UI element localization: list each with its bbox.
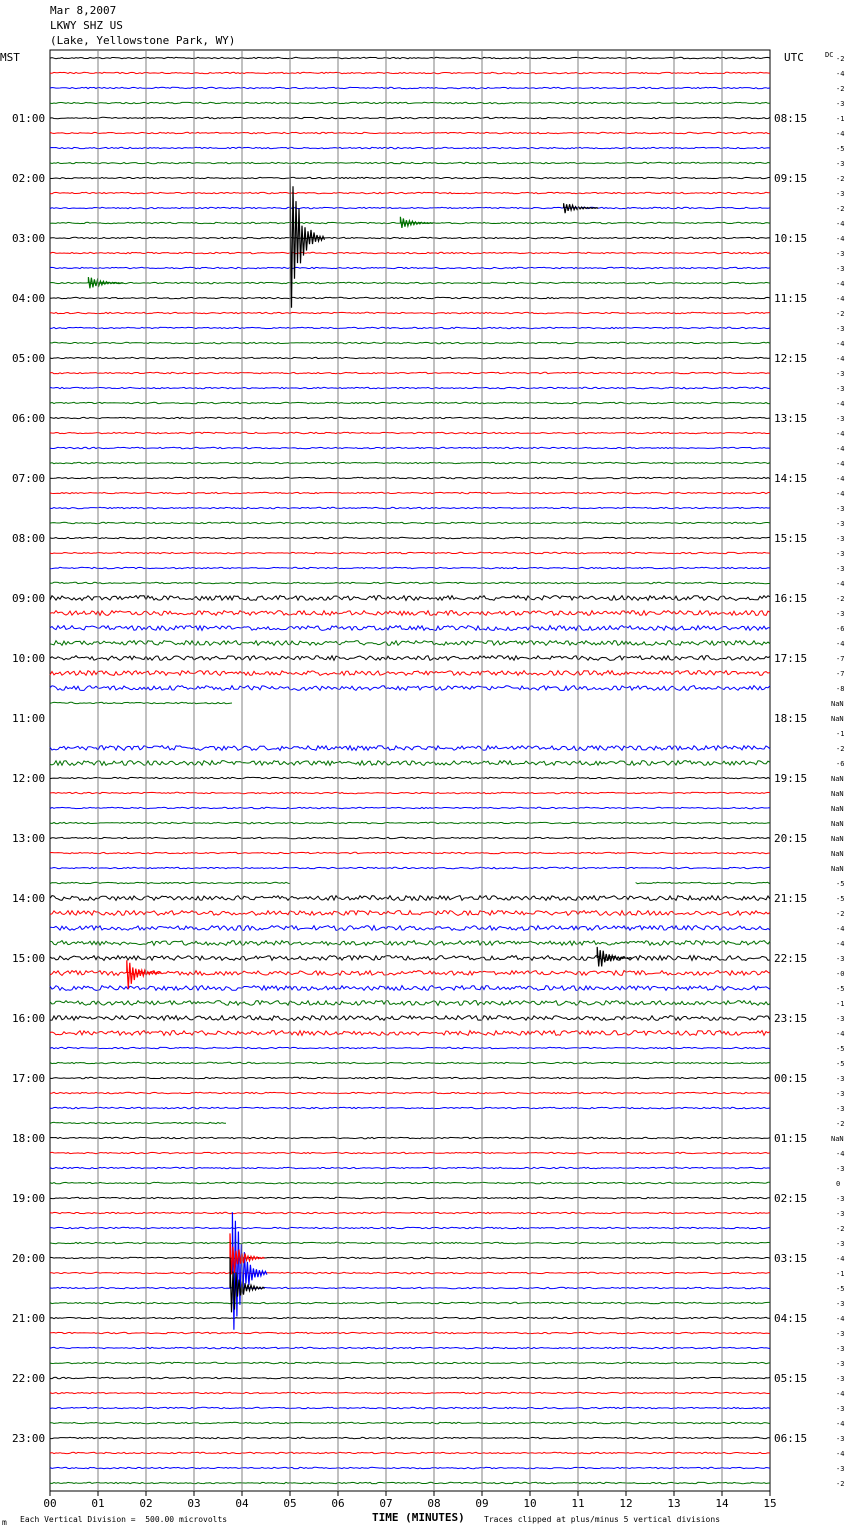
dc-offset-label: -3: [836, 1435, 845, 1443]
trace-row-30: [50, 507, 770, 508]
mst-hour-label: 21:00: [12, 1312, 46, 1325]
dc-offset-label: -3: [836, 160, 845, 168]
trace-row-95: [50, 1482, 770, 1483]
dc-offset-label: -3: [836, 190, 845, 198]
trace-row-18: [50, 327, 770, 328]
trace-row-83: [50, 1302, 770, 1303]
mst-hour-label: 10:00: [12, 652, 46, 665]
mst-hour-label: 19:00: [12, 1192, 46, 1205]
trace-row-54: [50, 867, 770, 868]
trace-row-87: [50, 1362, 770, 1363]
x-tick-label: 10: [523, 1497, 537, 1510]
mst-hour-label: 17:00: [12, 1072, 46, 1085]
dc-offset-label: -4: [836, 475, 845, 483]
trace-row-71: [50, 1122, 226, 1123]
x-axis-label: TIME (MINUTES): [372, 1511, 465, 1524]
trace-row-34: [50, 567, 770, 568]
event-mark: [88, 277, 123, 288]
trace-row-37: [50, 611, 770, 616]
trace-row-56: [50, 896, 770, 901]
trace-row-80: [50, 1257, 770, 1258]
dc-offset-label: -3: [836, 265, 845, 273]
trace-row-81: [50, 1272, 770, 1273]
trace-row-16: [50, 297, 770, 298]
trace-row-28: [50, 477, 770, 478]
event-mark: [400, 217, 435, 228]
dc-offset-label: -3: [836, 955, 845, 963]
dc-offset-label: -3: [836, 1090, 845, 1098]
dc-offset-label: -4: [836, 400, 845, 408]
x-tick-label: 12: [619, 1497, 633, 1510]
dc-label: DC: [825, 51, 834, 59]
utc-hour-label: 20:15: [774, 832, 808, 845]
trace-row-49: [50, 792, 770, 793]
trace-row-58: [50, 926, 770, 931]
x-tick-label: 15: [763, 1497, 777, 1510]
trace-row-62: [50, 986, 770, 991]
trace-row-57: [50, 911, 770, 916]
mst-hour-label: 03:00: [12, 232, 46, 245]
dc-offset-label: NaN: [831, 715, 844, 723]
dc-offset-label: NaN: [831, 790, 844, 798]
trace-row-19: [50, 342, 770, 343]
dc-offset-label: -4: [836, 640, 845, 648]
dc-offset-label: -3: [836, 550, 845, 558]
x-tick-label: 09: [475, 1497, 489, 1510]
mst-hour-label: 07:00: [12, 472, 46, 485]
trace-row-5: [50, 132, 770, 133]
trace-row-47: [50, 761, 770, 766]
utc-hour-label: 16:15: [774, 592, 808, 605]
utc-hour-label: 09:15: [774, 172, 808, 185]
trace-row-66: [50, 1047, 770, 1048]
trace-row-2: [50, 87, 770, 88]
x-tick-label: 01: [91, 1497, 105, 1510]
utc-hour-label: 01:15: [774, 1132, 808, 1145]
mst-hour-label: 13:00: [12, 832, 46, 845]
dc-offset-label: -2: [836, 910, 845, 918]
trace-row-9: [50, 192, 770, 193]
x-tick-label: 11: [571, 1497, 585, 1510]
x-tick-label: 04: [235, 1497, 249, 1510]
dc-offset-label: -7: [836, 670, 845, 678]
trace-row-88: [50, 1377, 770, 1378]
x-tick-label: 07: [379, 1497, 393, 1510]
trace-row-91: [50, 1422, 770, 1423]
dc-offset-label: NaN: [831, 820, 844, 828]
trace-row-86: [50, 1347, 770, 1348]
dc-offset-label: -3: [836, 250, 845, 258]
dc-offset-label: NaN: [831, 865, 844, 873]
dc-offset-label: -0: [836, 970, 845, 978]
dc-offset-label: -5: [836, 880, 845, 888]
dc-offset-label: -3: [836, 520, 845, 528]
mst-hour-label: 09:00: [12, 592, 46, 605]
x-tick-label: 13: [667, 1497, 681, 1510]
utc-hour-label: 19:15: [774, 772, 808, 785]
dc-offset-label: -4: [836, 490, 845, 498]
x-tick-label: 05: [283, 1497, 297, 1510]
dc-offset-label: -6: [836, 760, 845, 768]
mst-hour-label: 20:00: [12, 1252, 46, 1265]
dc-offset-label: -4: [836, 460, 845, 468]
trace-row-41: [50, 671, 770, 676]
event-mark: [564, 203, 599, 213]
dc-offset-label: -3: [836, 1240, 845, 1248]
mst-hour-label: 23:00: [12, 1432, 46, 1445]
trace-row-0: [50, 57, 770, 58]
dc-offset-label: -4: [836, 355, 845, 363]
trace-row-77: [50, 1212, 770, 1213]
dc-offset-label: NaN: [831, 805, 844, 813]
corner-mark: m: [2, 1518, 7, 1527]
utc-hour-label: 21:15: [774, 892, 808, 905]
dc-offset-label: NaN: [831, 775, 844, 783]
mst-hour-label: 14:00: [12, 892, 46, 905]
mst-hour-label: 08:00: [12, 532, 46, 545]
dc-offset-label: -3: [836, 1105, 845, 1113]
dc-offset-label: -3: [836, 1465, 845, 1473]
utc-hour-label: 17:15: [774, 652, 808, 665]
dc-offset-label: -3: [836, 535, 845, 543]
mst-hour-label: 04:00: [12, 292, 46, 305]
dc-offset-label: -4: [836, 280, 845, 288]
trace-row-90: [50, 1407, 770, 1408]
trace-row-35: [50, 582, 770, 583]
x-tick-label: 00: [43, 1497, 57, 1510]
trace-row-23: [50, 402, 770, 403]
trace-row-40: [50, 656, 770, 661]
dc-offset-label: -4: [836, 1315, 845, 1323]
trace-row-24: [50, 417, 770, 418]
trace-row-6: [50, 147, 770, 148]
trace-row-73: [50, 1152, 770, 1153]
trace-row-8: [50, 177, 770, 178]
x-tick-label: 02: [139, 1497, 153, 1510]
dc-offset-label: -3: [836, 505, 845, 513]
dc-offset-label: -4: [836, 1450, 845, 1458]
trace-row-1: [50, 72, 770, 73]
trace-row-64: [50, 1016, 770, 1021]
event-mark: [290, 166, 325, 308]
trace-row-50: [50, 807, 770, 808]
trace-row-93: [50, 1452, 770, 1453]
utc-hour-label: 23:15: [774, 1012, 808, 1025]
utc-hour-label: 14:15: [774, 472, 808, 485]
station-location: (Lake, Yellowstone Park, WY): [50, 34, 236, 47]
trace-row-13: [50, 252, 770, 253]
trace-row-94: [50, 1467, 770, 1468]
dc-offset-label: -3: [836, 1375, 845, 1383]
trace-row-76: [50, 1197, 770, 1198]
dc-offset-label: 0: [836, 1180, 841, 1188]
dc-offset-label: -2: [836, 745, 845, 753]
dc-offset-label: -2: [836, 85, 845, 93]
utc-hour-label: 13:15: [774, 412, 808, 425]
trace-row-55: [50, 882, 290, 883]
trace-row-60: [50, 956, 770, 961]
trace-row-59: [50, 941, 770, 946]
dc-offset-label: -4: [836, 130, 845, 138]
dc-offset-label: -4: [836, 1030, 845, 1038]
mst-hour-label: 05:00: [12, 352, 46, 365]
trace-row-12: [50, 237, 770, 238]
dc-offset-label: -3: [836, 325, 845, 333]
utc-hour-label: 11:15: [774, 292, 808, 305]
trace-row-20: [50, 357, 770, 358]
station-code: LKWY SHZ US: [50, 19, 123, 32]
x-tick-label: 14: [715, 1497, 729, 1510]
utc-hour-label: 00:15: [774, 1072, 808, 1085]
trace-row-27: [50, 462, 770, 463]
dc-offset-label: -2: [836, 1225, 845, 1233]
utc-hour-label: 15:15: [774, 532, 808, 545]
trace-row-63: [50, 1001, 770, 1006]
trace-row-46: [50, 746, 770, 751]
dc-offset-label: -4: [836, 70, 845, 78]
dc-offset-label: -7: [836, 655, 845, 663]
dc-offset-label: -1: [836, 115, 845, 123]
trace-row-79: [50, 1242, 770, 1243]
trace-row-74: [50, 1167, 770, 1168]
dc-offset-label: -3: [836, 1360, 845, 1368]
trace-row-14: [50, 267, 770, 268]
plot-frame: [50, 50, 770, 1491]
dc-offset-label: -3: [836, 100, 845, 108]
dc-offset-label: -4: [836, 1255, 845, 1263]
dc-offset-label: -4: [836, 1150, 845, 1158]
trace-row-31: [50, 522, 770, 523]
x-tick-label: 03: [187, 1497, 201, 1510]
dc-offset-label: -4: [836, 220, 845, 228]
dc-offset-label: -1: [836, 730, 845, 738]
trace-row-3: [50, 102, 770, 103]
trace-row-48: [50, 777, 770, 778]
trace-row-65: [50, 1031, 770, 1036]
trace-row-51: [50, 822, 770, 823]
trace-row-89: [50, 1392, 770, 1393]
trace-row-68: [50, 1077, 770, 1078]
dc-offset-label: NaN: [831, 1135, 844, 1143]
trace-row-70: [50, 1107, 770, 1108]
x-tick-label: 08: [427, 1497, 441, 1510]
dc-offset-label: -4: [836, 295, 845, 303]
trace-row-75: [50, 1182, 770, 1183]
x-tick-label: 06: [331, 1497, 345, 1510]
clip-note: Traces clipped at plus/minus 5 vertical divisions: [484, 1515, 721, 1524]
mst-hour-label: 11:00: [12, 712, 46, 725]
utc-hour-label: 05:15: [774, 1372, 808, 1385]
mst-hour-label: 15:00: [12, 952, 46, 965]
utc-hour-label: 12:15: [774, 352, 808, 365]
trace-row-10: [50, 207, 770, 208]
dc-offset-label: -1: [836, 1000, 845, 1008]
trace-row-42: [50, 686, 770, 691]
dc-offset-label: -3: [836, 1165, 845, 1173]
dc-offset-label: NaN: [831, 700, 844, 708]
dc-offset-label: -3: [836, 370, 845, 378]
dc-offset-label: -2: [836, 1480, 845, 1488]
mst-hour-label: 06:00: [12, 412, 46, 425]
trace-row-17: [50, 312, 770, 313]
trace-row-92: [50, 1437, 770, 1438]
utc-hour-label: 04:15: [774, 1312, 808, 1325]
trace-row-55: [636, 882, 770, 883]
trace-row-67: [50, 1062, 770, 1063]
dc-offset-label: -2: [836, 595, 845, 603]
trace-row-78: [50, 1227, 770, 1228]
dc-offset-label: -2: [836, 205, 845, 213]
dc-offset-label: -5: [836, 1285, 845, 1293]
trace-row-52: [50, 837, 770, 838]
trace-row-25: [50, 432, 770, 433]
dc-offset-label: -4: [836, 1390, 845, 1398]
trace-row-85: [50, 1332, 770, 1333]
trace-row-38: [50, 626, 770, 631]
dc-offset-label: -2: [836, 310, 845, 318]
dc-offset-label: -2: [836, 55, 845, 63]
dc-offset-label: -5: [836, 985, 845, 993]
dc-offset-label: NaN: [831, 850, 844, 858]
dc-offset-label: -3: [836, 610, 845, 618]
trace-row-82: [50, 1287, 770, 1288]
dc-offset-label: -4: [836, 430, 845, 438]
trace-row-53: [50, 852, 770, 853]
scale-note: Each Vertical Division = 500.00 microvolts: [20, 1515, 228, 1524]
dc-offset-label: -3: [836, 1300, 845, 1308]
dc-offset-label: -4: [836, 940, 845, 948]
trace-row-84: [50, 1317, 770, 1318]
dc-offset-label: -3: [836, 1405, 845, 1413]
mst-hour-label: 02:00: [12, 172, 46, 185]
dc-offset-label: -4: [836, 925, 845, 933]
trace-row-43: [50, 702, 232, 703]
dc-offset-label: -3: [836, 1330, 845, 1338]
dc-offset-label: -5: [836, 1045, 845, 1053]
utc-hour-label: 22:15: [774, 952, 808, 965]
dc-offset-label: -5: [836, 895, 845, 903]
mst-hour-label: 01:00: [12, 112, 46, 125]
dc-offset-label: -3: [836, 1075, 845, 1083]
trace-row-22: [50, 387, 770, 388]
utc-axis-label: UTC: [784, 51, 804, 64]
trace-row-15: [50, 282, 770, 283]
dc-offset-label: -6: [836, 625, 845, 633]
trace-row-21: [50, 372, 770, 373]
dc-offset-label: -3: [836, 1015, 845, 1023]
utc-hour-label: 08:15: [774, 112, 808, 125]
dc-offset-label: -1: [836, 1270, 845, 1278]
trace-row-33: [50, 552, 770, 553]
dc-offset-label: -2: [836, 1120, 845, 1128]
dc-offset-label: -4: [836, 580, 845, 588]
trace-row-7: [50, 162, 770, 163]
mst-hour-label: 12:00: [12, 772, 46, 785]
dc-offset-label: -4: [836, 445, 845, 453]
dc-offset-label: -4: [836, 1420, 845, 1428]
trace-row-26: [50, 447, 770, 448]
trace-row-32: [50, 537, 770, 538]
mst-hour-label: 16:00: [12, 1012, 46, 1025]
dc-offset-label: -3: [836, 565, 845, 573]
trace-row-39: [50, 641, 770, 646]
event-mark: [597, 947, 632, 967]
dc-offset-label: -8: [836, 685, 845, 693]
dc-offset-label: -4: [836, 235, 845, 243]
dc-offset-label: -5: [836, 1060, 845, 1068]
trace-row-29: [50, 492, 770, 493]
utc-hour-label: 10:15: [774, 232, 808, 245]
plot-date: Mar 8,2007: [50, 4, 117, 17]
trace-row-72: [50, 1137, 770, 1138]
trace-row-4: [50, 117, 770, 118]
utc-hour-label: 18:15: [774, 712, 808, 725]
mst-hour-label: 18:00: [12, 1132, 46, 1145]
utc-hour-label: 06:15: [774, 1432, 808, 1445]
dc-offset-label: -4: [836, 340, 845, 348]
event-mark: [232, 1212, 267, 1330]
mst-hour-label: 22:00: [12, 1372, 46, 1385]
dc-offset-label: -3: [836, 1345, 845, 1353]
utc-hour-label: 02:15: [774, 1192, 808, 1205]
dc-offset-label: -3: [836, 1210, 845, 1218]
dc-offset-label: -3: [836, 415, 845, 423]
utc-hour-label: 03:15: [774, 1252, 808, 1265]
dc-offset-label: -3: [836, 385, 845, 393]
dc-offset-label: -3: [836, 1195, 845, 1203]
trace-row-36: [50, 596, 770, 601]
mst-axis-label: MST: [0, 51, 20, 64]
trace-row-69: [50, 1092, 770, 1093]
dc-offset-label: -2: [836, 175, 845, 183]
dc-offset-label: -5: [836, 145, 845, 153]
dc-offset-label: NaN: [831, 835, 844, 843]
